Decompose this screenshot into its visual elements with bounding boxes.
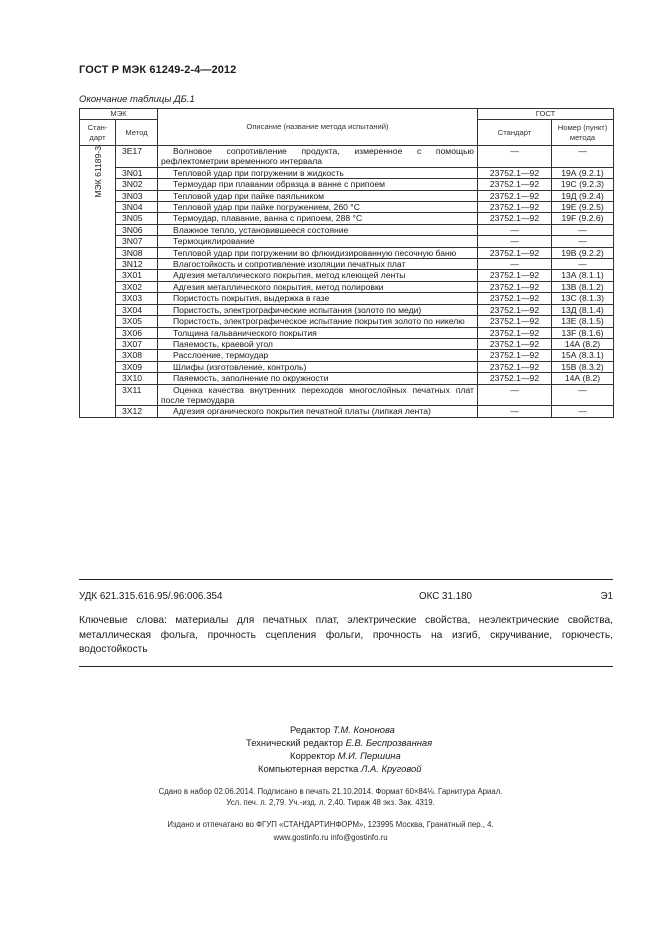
gost-item: —	[552, 236, 614, 247]
gost-standard: 23752.1—92	[478, 167, 552, 178]
udk-code: УДК 621.315.616.95/.96:006.354	[79, 591, 223, 602]
table-row	[80, 338, 614, 349]
publisher-web: www.gostinfo.ru info@gostinfo.ru	[273, 833, 388, 842]
gost-item: 15В (8.3.2)	[552, 361, 614, 372]
header-iec-standard: Стан-дарт	[80, 120, 116, 146]
method-description: Влажное тепло, установившееся состояние	[158, 224, 478, 235]
gost-item: 19Е (9.2.5)	[552, 202, 614, 213]
method-code: 3N06	[116, 224, 158, 235]
layout-name: Л.А. Круговой	[361, 763, 422, 774]
method-code: 3X11	[116, 384, 158, 406]
table-row	[80, 304, 614, 315]
gost-item: 14А (8.2)	[552, 373, 614, 384]
gost-item: —	[552, 224, 614, 235]
table-row	[80, 373, 614, 384]
table-row	[80, 327, 614, 338]
gost-item: —	[552, 406, 614, 417]
table-row	[80, 259, 614, 270]
method-description: Пористость, электрографические испытания (золото по меди)	[158, 304, 478, 315]
gost-item: 15А (8.3.1)	[552, 350, 614, 361]
gost-item: 13Е (8.1.5)	[552, 316, 614, 327]
editor-label: Редактор	[290, 724, 331, 735]
method-description: Влагостойкость и сопротивление изоляции печатных плат	[158, 259, 478, 270]
gost-standard: —	[478, 384, 552, 406]
method-code: 3E17	[116, 146, 158, 168]
gost-item: 13В (8.1.2)	[552, 281, 614, 292]
table-row	[80, 190, 614, 201]
corrector-name: М.И. Першина	[337, 750, 401, 761]
method-code: 3N02	[116, 179, 158, 190]
header-iec: МЭК	[80, 109, 158, 120]
gost-standard: 23752.1—92	[478, 316, 552, 327]
method-code: 3X08	[116, 350, 158, 361]
table-row	[80, 293, 614, 304]
table-row	[80, 247, 614, 258]
method-description: Термоудар, плавание, ванна с припоем, 288 °С	[158, 213, 478, 224]
gost-standard: 23752.1—92	[478, 190, 552, 201]
gost-item: 14А (8.2)	[552, 338, 614, 349]
gost-item: 19В (9.2.2)	[552, 247, 614, 258]
layout-label: Компьютерная верстка	[258, 763, 359, 774]
gost-item: 13С (8.1.3)	[552, 293, 614, 304]
method-code: 3X01	[116, 270, 158, 281]
publisher-info: Издано и отпечатано во ФГУП «СТАНДАРТИНФОРМ», 123995 Москва, Гранатный пер., 4.	[167, 820, 494, 829]
method-code: 3N05	[116, 213, 158, 224]
table-row	[80, 316, 614, 327]
table-row	[80, 270, 614, 281]
print-info-line-1: Сдано в набор 02.06.2014. Подписано в печать 21.10.2014. Формат 60×84⅛. Гарнитура Ариал.	[158, 787, 503, 796]
gost-standard: —	[478, 146, 552, 168]
gost-standard: 23752.1—92	[478, 281, 552, 292]
table-row	[80, 179, 614, 190]
gost-standard: —	[478, 236, 552, 247]
standard-label: МЭК 61189-3	[92, 146, 103, 198]
method-description: Расслоение, термоудар	[158, 350, 478, 361]
method-code: 3N03	[116, 190, 158, 201]
table-row	[80, 146, 614, 168]
gost-standard: 23752.1—92	[478, 338, 552, 349]
price-group-code: Э1	[600, 591, 613, 602]
keywords: Ключевые слова: материалы для печатных плат, электрические свойства, неэлектрические свойства, металлическая фольга, прочность сцепления фольги, прочность на изгиб, скручивание, горючесть, водостойкость	[79, 615, 613, 655]
gost-item: —	[552, 384, 614, 406]
table-row	[80, 361, 614, 372]
gost-standard: 23752.1—92	[478, 247, 552, 258]
document-header-title: ГОСТ Р МЭК 61249-2-4—2012	[79, 64, 237, 76]
header-iec-method: Метод	[116, 120, 158, 146]
gost-standard: 23752.1—92	[478, 350, 552, 361]
gost-item: 19С (9.2.3)	[552, 179, 614, 190]
method-code: 3N01	[116, 167, 158, 178]
table-row	[80, 236, 614, 247]
methods-table	[79, 108, 614, 418]
oks-code: ОКС 31.180	[419, 591, 472, 602]
gost-standard: 23752.1—92	[478, 213, 552, 224]
editor-name: Т.М. Кононова	[332, 724, 395, 735]
tech-editor-label: Технический редактор	[246, 737, 344, 748]
gost-item: 19F (9.2.6)	[552, 213, 614, 224]
table-row	[80, 202, 614, 213]
table-row	[80, 224, 614, 235]
print-info-line-2: Усл. печ. л. 2,79. Уч.-изд. л. 2,40. Тираж 48 экз. Зак. 4319.	[226, 798, 435, 807]
corrector-label: Корректор	[290, 750, 336, 761]
gost-standard: 23752.1—92	[478, 293, 552, 304]
gost-item: —	[552, 146, 614, 168]
header-gost: ГОСТ	[478, 109, 614, 120]
gost-item: 13А (8.1.1)	[552, 270, 614, 281]
standard-cell	[80, 146, 116, 418]
method-description: Тепловой удар при погружении в жидкость	[158, 167, 478, 178]
method-code: 3X03	[116, 293, 158, 304]
method-code: 3N04	[116, 202, 158, 213]
gost-standard: 23752.1—92	[478, 327, 552, 338]
table-row	[80, 406, 614, 417]
gost-item: 13F (8.1.6)	[552, 327, 614, 338]
method-code: 3X09	[116, 361, 158, 372]
keywords-divider	[79, 666, 613, 667]
gost-item: 19Д (9.2.4)	[552, 190, 614, 201]
method-description: Оценка качества внутренних переходов многослойных печатных плат после термоудара	[158, 384, 478, 406]
method-description: Термоциклирование	[158, 236, 478, 247]
gost-item: 13Д (8.1.4)	[552, 304, 614, 315]
method-description: Толщина гальванического покрытия	[158, 327, 478, 338]
method-description: Шлифы (изготовление, контроль)	[158, 361, 478, 372]
method-code: 3X05	[116, 316, 158, 327]
method-description: Термоудар при плавании образца в ванне с припоем	[158, 179, 478, 190]
method-description: Тепловой удар при пайке паяльником	[158, 190, 478, 201]
gost-standard: 23752.1—92	[478, 373, 552, 384]
table-row	[80, 213, 614, 224]
method-description: Пористость покрытия, выдержка в газе	[158, 293, 478, 304]
method-description: Паяемость, краевой угол	[158, 338, 478, 349]
tech-editor-name: Е.В. Беспрозванная	[345, 737, 433, 748]
method-description: Пористость, электрографическое испытание покрытия золото по никелю	[158, 316, 478, 327]
gost-standard: 23752.1—92	[478, 202, 552, 213]
method-description: Адгезия металлического покрытия, метод клеющей ленты	[158, 270, 478, 281]
method-description: Паяемость, заполнение по окружности	[158, 373, 478, 384]
method-code: 3X02	[116, 281, 158, 292]
table-row	[80, 167, 614, 178]
gost-standard: 23752.1—92	[478, 179, 552, 190]
method-description: Адгезия металлического покрытия, метод полировки	[158, 281, 478, 292]
method-code: 3N07	[116, 236, 158, 247]
gost-standard: —	[478, 224, 552, 235]
method-description: Волновое сопротивление продукта, измеренное с помощью рефлектометрии временного интервала	[158, 146, 478, 168]
header-description: Описание (название метода испытаний)	[158, 109, 478, 146]
method-description: Адгезия органического покрытия печатной платы (липкая лента)	[158, 406, 478, 417]
gost-item: 19А (9.2.1)	[552, 167, 614, 178]
method-code: 3X10	[116, 373, 158, 384]
method-code: 3N12	[116, 259, 158, 270]
method-code: 3X12	[116, 406, 158, 417]
table-row	[80, 384, 614, 406]
table-row	[80, 350, 614, 361]
gost-standard: 23752.1—92	[478, 304, 552, 315]
gost-standard: 23752.1—92	[478, 270, 552, 281]
header-gost-standard: Стандарт	[478, 120, 552, 146]
footer-divider	[79, 579, 613, 580]
method-description: Тепловой удар при погружении во флюидизированную песочную баню	[158, 247, 478, 258]
method-code: 3N08	[116, 247, 158, 258]
gost-item: —	[552, 259, 614, 270]
header-gost-item: Номер (пункт) метода	[552, 120, 614, 146]
gost-standard: —	[478, 259, 552, 270]
method-code: 3X04	[116, 304, 158, 315]
gost-standard: 23752.1—92	[478, 361, 552, 372]
method-description: Тепловой удар при пайке погружением, 260 °С	[158, 202, 478, 213]
gost-standard: —	[478, 406, 552, 417]
table-row	[80, 281, 614, 292]
method-code: 3X06	[116, 327, 158, 338]
method-code: 3X07	[116, 338, 158, 349]
table-caption: Окончание таблицы ДБ.1	[79, 94, 195, 105]
